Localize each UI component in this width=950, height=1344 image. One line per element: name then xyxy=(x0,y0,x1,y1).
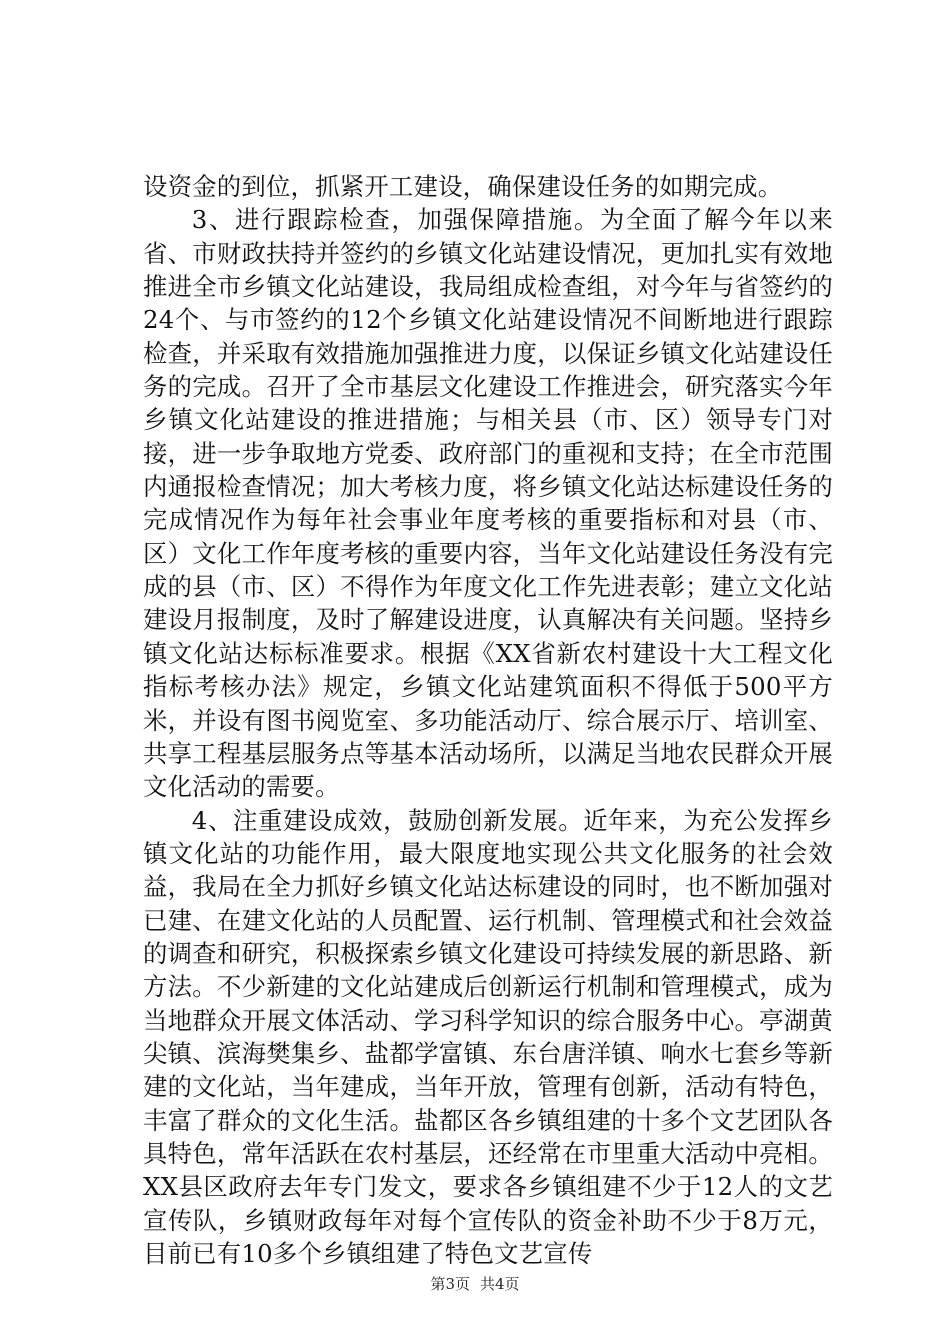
page-total: 共4页 xyxy=(480,1275,520,1293)
paragraph-continuation: 设资金的到位，抓紧开工建设，确保建设任务的如期完成。 xyxy=(143,172,783,201)
document-body xyxy=(143,170,833,1270)
page-footer xyxy=(0,1274,950,1294)
paragraph-construction-results: 4、注重建设成效，鼓励创新发展。近年来，为充公发挥乡镇文化站的功能作用，最大限度地实现公共文化服务的社会效益，我局在全力抓好乡镇文化站达标建设的同时，也不断加强对已建、在建文化站的人员配置、运行机制、管理模式和社会效益的调查和研究，积极探索乡镇文化建设可持续发展的新思路、新方法。不少新建的文化站建成后创新运行机制和管理模式，成为当地群众开展文体活动、学习科学知识的综合服务中心。亭湖黄尖镇、滨海樊集乡、盐都学富镇、东台唐洋镇、响水七套乡等新建的文化站，当年建成，当年开放，管理有创新，活动有特色，丰富了群众的文化生活。盐都区各乡镇组建的十多个文艺团队各具特色，常年活跃在农村基层，还经常在市里重大活动中亮相。XX县区政府去年专门发文，要求各乡镇组建不少于12人的文艺宣传队，乡镇财政每年对每个宣传队的资金补助不少于8万元，目前已有10多个乡镇组建了特色文艺宣传 xyxy=(143,805,833,1268)
paragraph-tracking-inspection: 3、进行跟踪检查，加强保障措施。为全面了解今年以来省、市财政扶持并签约的乡镇文化站建设情况，更加扎实有效地推进全市乡镇文化站建设，我局组成检查组，对今年与省签约的24个、与市签约的12个乡镇文化站建设情况不间断地进行跟踪检查，并采取有效措施加强推进力度，以保证乡镇文化站建设任务的完成。召开了全市基层文化建设工作推进会，研究落实今年乡镇文化站建设的推进措施；与相关县（市、区）领导专门对接，进一步争取地方党委、政府部门的重视和支持；在全市范围内通报检查情况；加大考核力度，将乡镇文化站达标建设任务的完成情况作为每年社会事业年度考核的重要指标和对县（市、区）文化工作年度考核的重要内容，当年文化站建设任务没有完成的县（市、区）不得作为年度文化工作先进表彰；建立文化站建设月报制度，及时了解建设进度，认真解决有关问题。坚持乡镇文化站达标标准要求。根据《XX省新农村建设十大工程文化指标考核办法》规定，乡镇文化站建筑面积不得低于500平方米，并设有图书阅览室、多功能活动厅、综合展示厅、培训室、共享工程基层服务点等基本活动场所，以满足当地农民群众开展文化活动的需要。 xyxy=(143,205,833,802)
page-number: 第3页 xyxy=(430,1275,470,1293)
